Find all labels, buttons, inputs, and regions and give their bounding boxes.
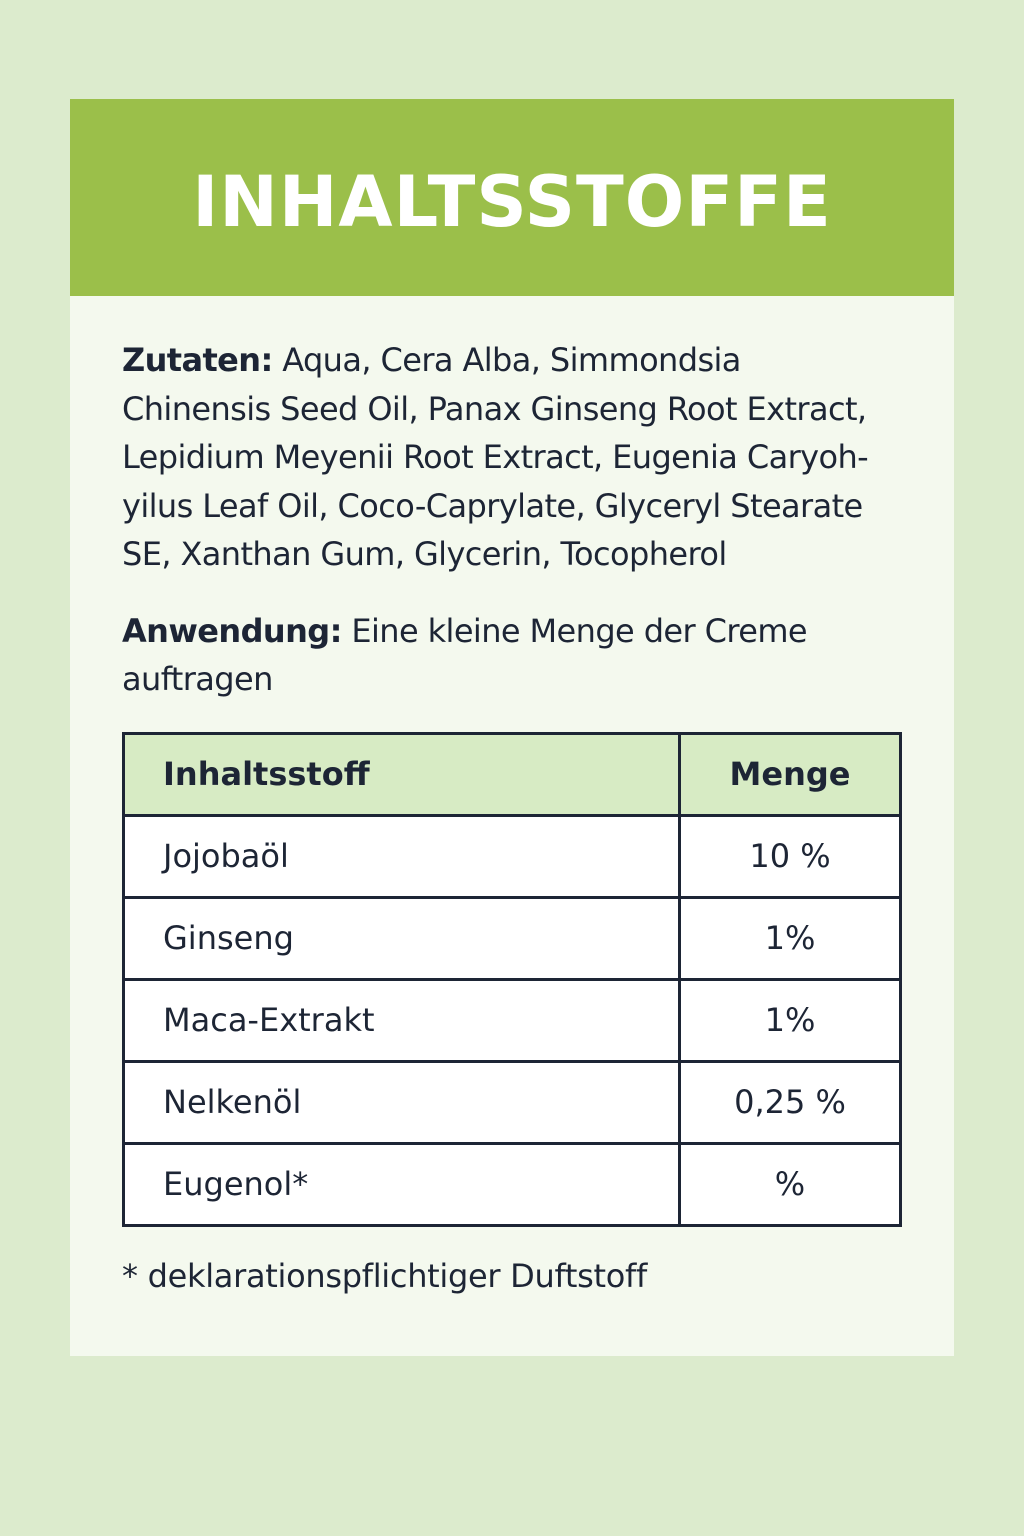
ingredients-line: SE, Xanthan Gum, Glycerin, Tocopherol: [122, 535, 727, 573]
ingredients-paragraph: [122, 336, 902, 579]
page-title: INHALTSSTOFFE: [192, 160, 832, 243]
usage-paragraph: [122, 607, 902, 704]
table-row: [124, 897, 901, 979]
table-row: [124, 1143, 901, 1225]
ingredients-line: Chinensis Seed Oil, Panax Ginseng Root Extract,: [122, 389, 867, 428]
usage-line: Eine kleine Menge der Creme: [351, 611, 807, 650]
table-row: [124, 815, 901, 897]
ingredient-name-cell: Maca-Extrakt: [124, 979, 680, 1061]
ingredient-amount-cell: 0,25 %: [680, 1061, 901, 1143]
ingredient-name-cell: Nelkenöl: [124, 1061, 680, 1143]
ingredients-line: yilus Leaf Oil, Coco-Caprylate, Glyceryl Stearate: [122, 486, 863, 525]
ingredient-amount-cell: %: [680, 1143, 901, 1225]
ingredient-amount-cell: 1%: [680, 897, 901, 979]
ingredients-card: [70, 99, 954, 1356]
ingredients-line: Lepidium Meyenii Root Extract, Eugenia Caryoh-: [122, 438, 869, 476]
usage-line: auftragen: [122, 660, 273, 698]
usage-label: Anwendung:: [122, 611, 342, 650]
footnote: * deklarationspflichtiger Duftstoff: [122, 1256, 647, 1295]
ingredients-label: Zutaten:: [122, 341, 273, 379]
table-row: [124, 1061, 901, 1143]
ingredient-amount-cell: 1%: [680, 979, 901, 1061]
ingredient-name-cell: Eugenol*: [124, 1143, 680, 1225]
title-banner: [70, 99, 954, 296]
ingredient-amount-cell: 10 %: [680, 815, 901, 897]
table-header-row: [124, 733, 901, 815]
card-content: [70, 296, 954, 1295]
ingredient-name-cell: Jojobaöl: [124, 815, 680, 897]
ingredients-table: [122, 732, 902, 1227]
table-row: [124, 979, 901, 1061]
column-header-amount: Menge: [680, 733, 901, 815]
ingredients-line: Aqua, Cera Alba, Simmondsia: [282, 341, 741, 379]
ingredient-name-cell: Ginseng: [124, 897, 680, 979]
column-header-ingredient: Inhaltsstoff: [124, 733, 680, 815]
